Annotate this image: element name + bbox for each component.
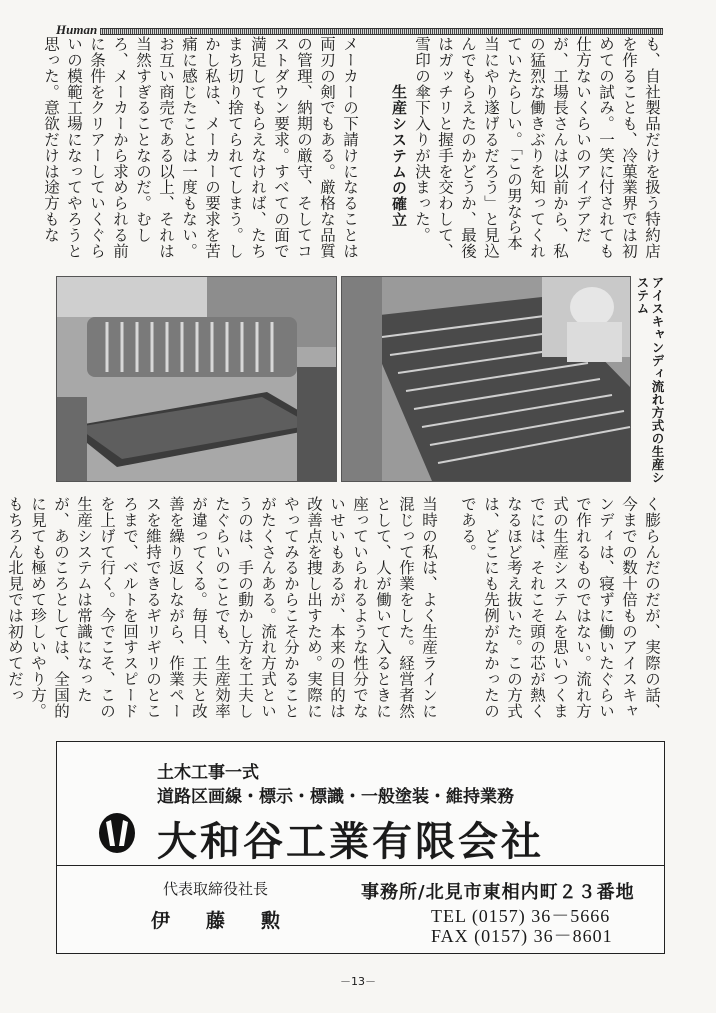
ad-company-name: 大和谷工業有限会社	[157, 819, 544, 865]
photo-production-line	[341, 276, 631, 482]
photo-caption: アイスキャンディ流れ方式の生産システム	[635, 276, 665, 484]
top-column-2: メーカーの下請けになることは両刃の剣でもある。厳格な品質の管理、納期の厳守、そしてコストダウン要求。すべての面で満足してもらえなければ、たちまち切り捨てられてしまう。しかし私は、メーカーの要求を苦痛に感じたことは一度もない。お互い商売である以上、それは当然すぎることなのだ。むしろ、メーカーから求められる前に条件をクリアーしていくぐらいの模範工場になってやろうと思った。意欲だけは途方もな	[42, 36, 359, 259]
photo-machine	[56, 276, 337, 482]
ad-address: 事務所/北見市東相内町２３番地	[361, 882, 635, 903]
advertisement	[56, 741, 665, 954]
ad-tel: TEL (0157) 36－5666	[431, 906, 611, 926]
bottom-column-2: 当時の私は、よく生産ラインに混じって作業をした。経営者然として、人が働いて入るときに座っていられるような性分でないせいもあるが、本来の目的は改善点を捜し出すため。実際にやってみるからこそ分かることがたくさんある。流れ方式というのは、手の動かし方を工夫したぐらいのことでも、生産効率が違ってくる。毎日、工夫と改善を繰り返しながら、作業ペースを維持できるギリギリのところまで、ベルトを回すスピードを上げて行く。今でこそ、この生産システムは常識になったが、あのころとしては、全国的に見ても極めて珍しいやり方。もちろん北見では初めてだっ	[6, 496, 438, 719]
header-rule	[100, 28, 663, 35]
ad-representative-name: 伊藤勲	[151, 910, 317, 932]
page-number: －13－	[340, 975, 376, 988]
top-column-1: も、自社製品だけを扱う特約店を作ることも、冷菓業界では初めての試み。一笑に付されても仕方ないくらいのアイデアだが、工場長さんは以前から、私の猛烈な働きぶりを知ってくれていたらしい。「この男なら本当にやり遂げるだろう」と見込んでもらえたのかどうか、最後はガッチリと握手を交わして、雪印の傘下入りが決まった。	[413, 36, 661, 259]
section-heading: 生産システムの確立	[390, 84, 408, 228]
ad-line-1: 土木工事一式	[157, 763, 259, 783]
ad-fax: FAX (0157) 36－8601	[431, 926, 613, 946]
ad-divider	[57, 865, 664, 866]
ad-representative-title: 代表取締役社長	[163, 880, 269, 898]
page-header-label: Human	[56, 22, 98, 37]
bottom-column-1: く膨らんだのだが、実際の話、今までの数十倍ものアイスキャンディは、寝ずに働いたぐらいで作れるものではない。流れ方式の生産システムを思いつくまでには、それこそ頭の芯が熱くなるほど考え抜いた。この方式は、どこにも先例がなかったのである。	[459, 496, 661, 719]
ad-line-2: 道路区画線・標示・標識・一般塗装・維持業務	[157, 787, 514, 807]
company-logo-icon	[97, 812, 137, 854]
